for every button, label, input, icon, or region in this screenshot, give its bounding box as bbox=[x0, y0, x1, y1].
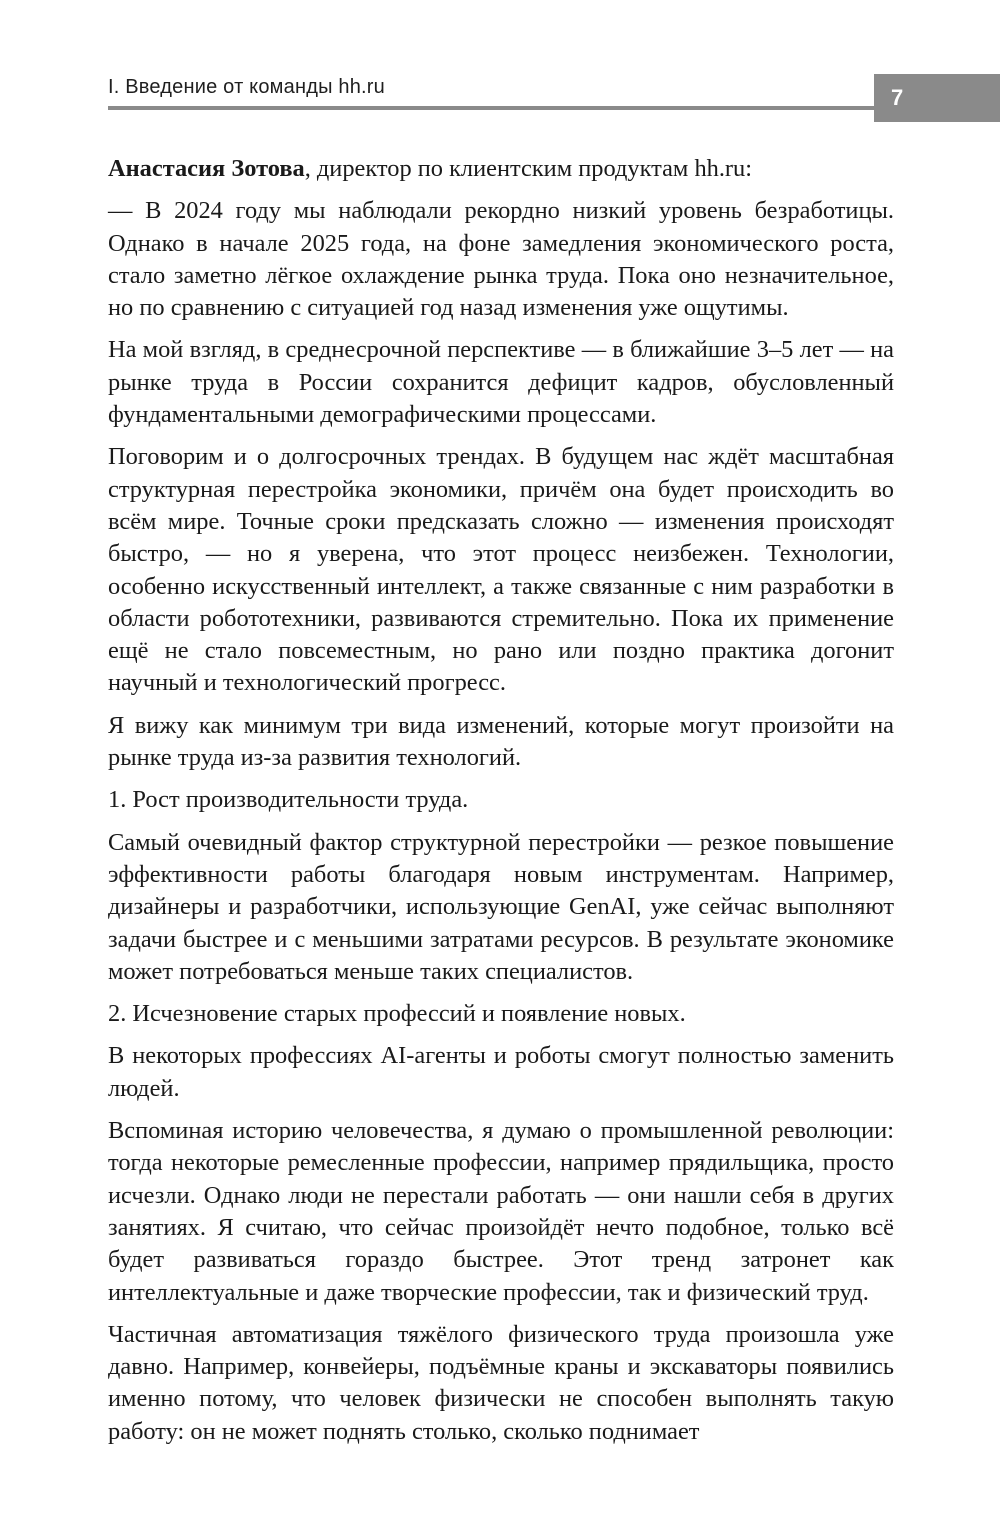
paragraph: Вспоминая историю человечества, я думаю о промышленной революции: тогда некоторые ремесленные профессии, например прядильщика, просто исчезли. Однако люди не перестали работать — они нашли себя в других занятиях. Я считаю, что сейчас произойдёт нечто подобное, только всё будет развиваться гораздо быстрее. Этот тренд затронет как интеллектуальные и даже творческие профессии, так и физический труд. bbox=[108, 1117, 894, 1306]
author-name: Анастасия Зотова bbox=[108, 155, 305, 182]
author-role: , директор по клиентским продуктам hh.ru: bbox=[304, 155, 753, 182]
header-rule bbox=[108, 106, 874, 110]
list-item-heading: 2. Исчезновение старых профессий и появление новых. bbox=[108, 1000, 686, 1028]
author-intro bbox=[108, 153, 894, 185]
paragraph: — В 2024 году мы наблюдали рекордно низкий уровень безработицы. Однако в начале 2025 года, на фоне замедления экономического роста, стало заметно лёгкое охлаждение рынка труда. Пока оно незначительное, но по сравнению с ситуацией год назад изменения уже ощутимы. bbox=[108, 197, 894, 322]
running-header: I. Введение от команды hh.ru bbox=[108, 76, 385, 98]
paragraph: В некоторых профессиях AI-агенты и роботы смогут полностью заменить людей. bbox=[108, 1042, 894, 1102]
page-number: 7 bbox=[874, 74, 1000, 122]
paragraph: На мой взгляд, в среднесрочной перспективе — в ближайшие 3–5 лет — на рынке труда в России сохранится дефицит кадров, обусловленный фундаментальными демографическими процессами. bbox=[108, 336, 894, 429]
list-item-heading: 1. Рост производительности труда. bbox=[108, 786, 469, 814]
page-body bbox=[108, 153, 894, 1458]
paragraph: Самый очевидный фактор структурной перестройки — резкое повышение эффективности работы благодаря новым инструментам. Например, дизайнеры и разработчики, использующие GenAI, уже сейчас выполняют задачи быстрее и с меньшими затратами ресурсов. В результате экономике может потребоваться меньше таких специалистов. bbox=[108, 828, 894, 985]
paragraph: Поговорим и о долгосрочных трендах. В будущем нас ждёт масштабная структурная перестройка экономики, причём она будет происходить во всём мире. Точные сроки предсказать сложно — изменения происходят быстро, — но я уверена, что этот процесс неизбежен. Технологии, особенно искусственный интеллект, а также связанные с ним разработки в области робототехники, развиваются стремительно. Пока их применение ещё не стало повсеместным, но рано или поздно практика догонит научный и технологический прогресс. bbox=[108, 443, 894, 697]
paragraph: Частичная автоматизация тяжёлого физического труда произошла уже давно. Например, конвейеры, подъёмные краны и экскаваторы появились именно потому, что человек физически не способен выполнять такую работу: он не может поднять столько, сколько поднимает bbox=[108, 1320, 894, 1445]
paragraph: Я вижу как минимум три вида изменений, которые могут произойти на рынке труда из-за развития технологий. bbox=[108, 711, 894, 772]
